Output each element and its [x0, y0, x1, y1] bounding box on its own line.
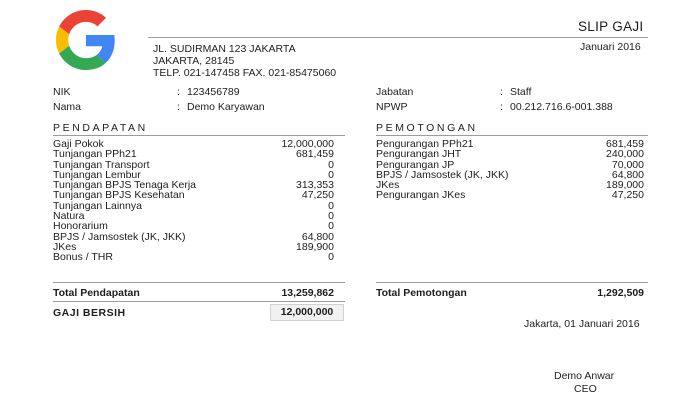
signatory-role: CEO — [574, 383, 597, 395]
income-total-divider — [53, 282, 345, 283]
deductions-total-divider — [376, 282, 648, 283]
income-total-value: 13,259,862 — [281, 287, 334, 299]
name-value: Demo Karyawan — [187, 101, 265, 113]
income-item-label: Honorarium — [53, 220, 108, 233]
place-date: Jakarta, 01 Januari 2016 — [524, 318, 640, 330]
address-line-3: TELP. 021-147458 FAX. 021-85475060 — [153, 67, 337, 79]
deductions-divider — [376, 135, 648, 136]
deduction-item-label: JKes — [376, 179, 400, 192]
income-item-label: Tunjangan Transport — [53, 158, 150, 171]
name-separator: : — [177, 101, 180, 113]
income-item-value: 0 — [328, 158, 334, 171]
nik-value: 123456789 — [187, 86, 240, 98]
address-line-2: JAKARTA, 28145 — [153, 55, 235, 67]
income-total-label: Total Pendapatan — [53, 287, 140, 299]
document-title: SLIP GAJI — [578, 19, 644, 34]
nik-label: NIK — [53, 86, 71, 98]
name-label: Nama — [53, 101, 82, 113]
income-values — [240, 139, 334, 263]
income-item-value: 313,353 — [296, 179, 334, 192]
income-item-value: 189,900 — [296, 240, 334, 253]
deduction-item-value: 189,000 — [606, 179, 644, 192]
deduction-item-label: Pengurangan JHT — [376, 148, 462, 161]
income-labels — [53, 139, 196, 263]
income-item-value: 0 — [328, 251, 334, 264]
deduction-item-value: 47,250 — [611, 189, 644, 202]
deduction-item-label: Pengurangan JKes — [376, 189, 466, 202]
deductions-total-label: Total Pemotongan — [376, 287, 467, 299]
company-logo-icon — [55, 10, 117, 70]
income-item-label: JKes — [53, 240, 77, 253]
deductions-section-title: PEMOTONGAN — [376, 122, 478, 134]
position-value: Staff — [510, 86, 532, 98]
npwp-value: 00.212.716.6-001.388 — [510, 101, 613, 113]
income-item-label: Tunjangan Lainnya — [53, 199, 142, 212]
deduction-item-value: 681,459 — [606, 138, 644, 150]
header-divider — [148, 37, 648, 38]
deduction-item-label: Pengurangan PPh21 — [376, 138, 474, 150]
income-item-label: Tunjangan PPh21 — [53, 148, 137, 161]
deduction-item-value: 70,000 — [611, 158, 644, 171]
deduction-item-value: 64,800 — [611, 168, 644, 181]
income-item-value: 12,000,000 — [281, 138, 334, 150]
npwp-separator: : — [500, 101, 503, 113]
signatory-name: Demo Anwar — [554, 370, 615, 382]
net-salary-label: GAJI BERSIH — [53, 307, 126, 319]
income-divider — [53, 135, 345, 136]
deduction-item-value: 240,000 — [606, 148, 644, 161]
deduction-item-label: BPJS / Jamsostek (JK, JKK) — [376, 168, 509, 181]
deduction-labels — [376, 139, 508, 201]
income-item-label: Bonus / THR — [53, 251, 113, 264]
income-item-label: Natura — [53, 210, 85, 223]
income-item-value: 681,459 — [296, 148, 334, 161]
income-item-value: 0 — [328, 168, 334, 181]
position-separator: : — [500, 86, 503, 98]
income-item-label: Tunjangan BPJS Kesehatan — [53, 189, 185, 202]
income-item-value: 0 — [328, 199, 334, 212]
income-item-value: 64,800 — [301, 230, 334, 243]
npwp-label: NPWP — [376, 101, 408, 113]
deduction-item-label: Pengurangan JP — [376, 158, 455, 171]
income-item-value: 0 — [328, 220, 334, 233]
deductions-total-value: 1,292,509 — [597, 287, 644, 299]
net-salary-value: 12,000,000 — [270, 304, 344, 321]
income-item-value: 47,250 — [301, 189, 334, 202]
income-item-label: BPJS / Jamsostek (JK, JKK) — [53, 230, 186, 243]
net-divider — [53, 301, 345, 302]
pay-period: Januari 2016 — [580, 41, 641, 53]
income-item-label: Tunjangan BPJS Tenaga Kerja — [53, 179, 197, 192]
nik-separator: : — [177, 86, 180, 98]
deduction-values — [550, 139, 644, 201]
income-section-title: PENDAPATAN — [53, 122, 148, 134]
income-item-label: Tunjangan Lembur — [53, 168, 141, 181]
address-line-1: JL. SUDIRMAN 123 JAKARTA — [153, 43, 296, 55]
income-item-value: 0 — [328, 210, 334, 223]
income-item-label: Gaji Pokok — [53, 138, 104, 150]
position-label: Jabatan — [376, 86, 414, 98]
